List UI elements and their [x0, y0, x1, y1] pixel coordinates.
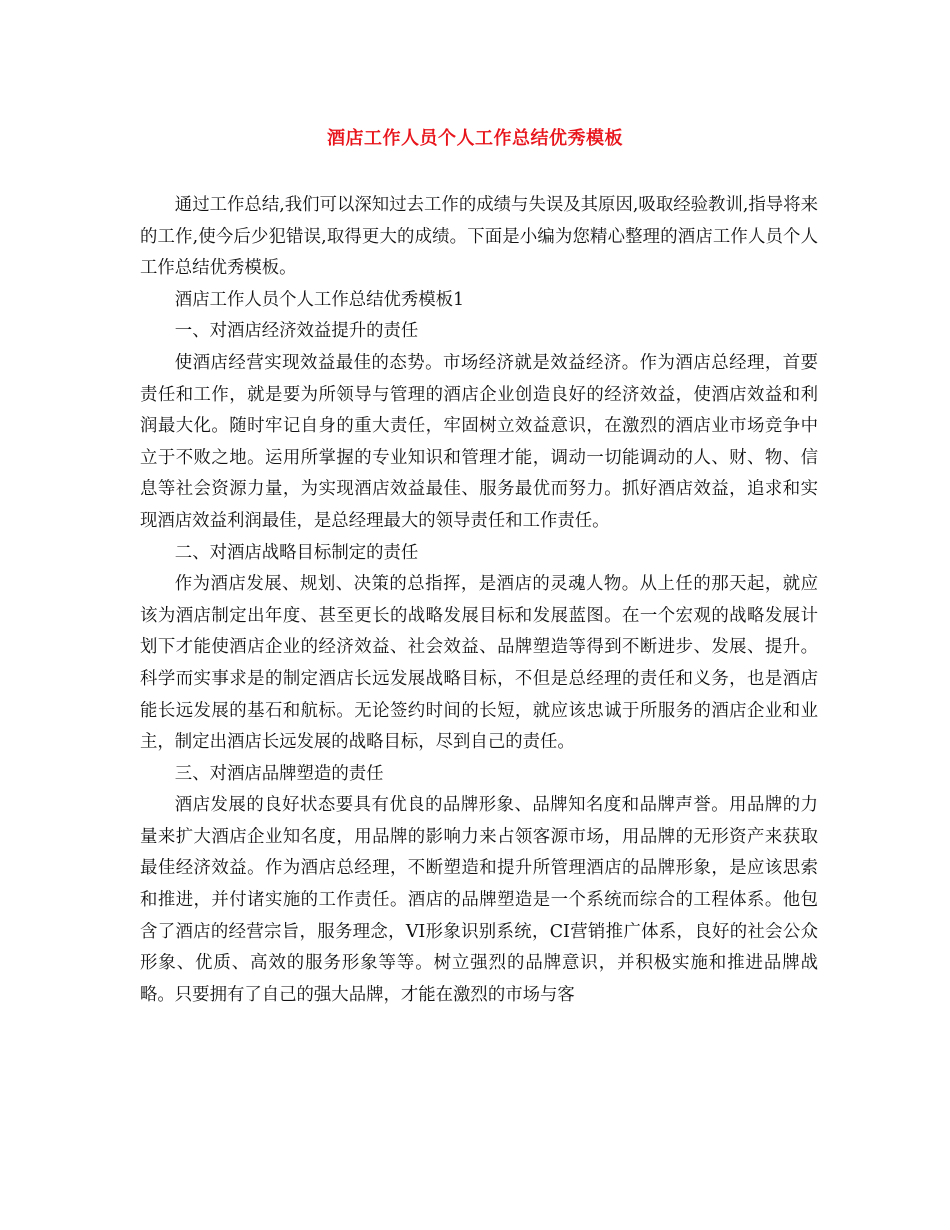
body-paragraph: 使酒店经营实现效益最佳的态势。市场经济就是效益经济。作为酒店总经理，首要责任和工作，就是要为所领导与管理的酒店企业创造良好的经济效益，使酒店效益和利润最大化。随时牢记自身的重大责任，牢固树立效益意识，在激烈的酒店业市场竞争中立于不败之地。运用所掌握的专业知识和管理才能，调动一切能调动的人、财、物、信息等社会资源力量，为实现酒店效益最佳、服务最优而努力。抓好酒店效益，追求和实现酒店效益利润最佳，是总经理最大的领导责任和工作责任。: [140, 352, 818, 531]
intro-paragraph: 通过工作总结,我们可以深知过去工作的成绩与失误及其原因,吸取经验教训,指导将来的工作,使今后少犯错误,取得更大的成绩。下面是小编为您精心整理的酒店工作人员个人工作总结优秀模板。: [140, 195, 818, 279]
body-paragraph: 作为酒店发展、规划、决策的总指挥，是酒店的灵魂人物。从上任的那天起，就应该为酒店制定出年度、甚至更长的战略发展目标和发展蓝图。在一个宏观的战略发展计划下才能使酒店企业的经济效益、社会效益、品牌塑造等得到不断进步、发展、提升。科学而实事求是的制定酒店长远发展战略目标，不但是总经理的责任和义务，也是酒店能长远发展的基石和航标。无论签约时间的长短，就应该忠诚于所服务的酒店企业和业主，制定出酒店长远发展的战略目标，尽到自己的责任。: [140, 574, 818, 753]
template-heading: 酒店工作人员个人工作总结优秀模板1: [174, 289, 465, 310]
section-heading: 一、对酒店经济效益提升的责任: [174, 321, 419, 342]
document-title: 酒店工作人员个人工作总结优秀模板: [327, 128, 623, 149]
body-paragraph: 酒店发展的良好状态要具有优良的品牌形象、品牌知名度和品牌声誉。用品牌的力量来扩大酒店企业知名度，用品牌的影响力来占领客源市场，用品牌的无形资产来获取最佳经济效益。作为酒店总经理，不断塑造和提升所管理酒店的品牌形象，是应该思索和推进，并付诸实施的工作责任。酒店的品牌塑造是一个系统而综合的工程体系。他包含了酒店的经营宗旨，服务理念，VI形象识别系统，CI营销推广体系，良好的社会公众形象、优质、高效的服务形象等等。树立强烈的品牌意识，并积极实施和推进品牌战略。只要拥有了自己的强大品牌，才能在激烈的市场与客: [140, 795, 818, 1005]
section-heading: 三、对酒店品牌塑造的责任: [174, 763, 384, 784]
section-heading: 二、对酒店战略目标制定的责任: [174, 542, 419, 563]
document-body: [140, 190, 818, 1011]
